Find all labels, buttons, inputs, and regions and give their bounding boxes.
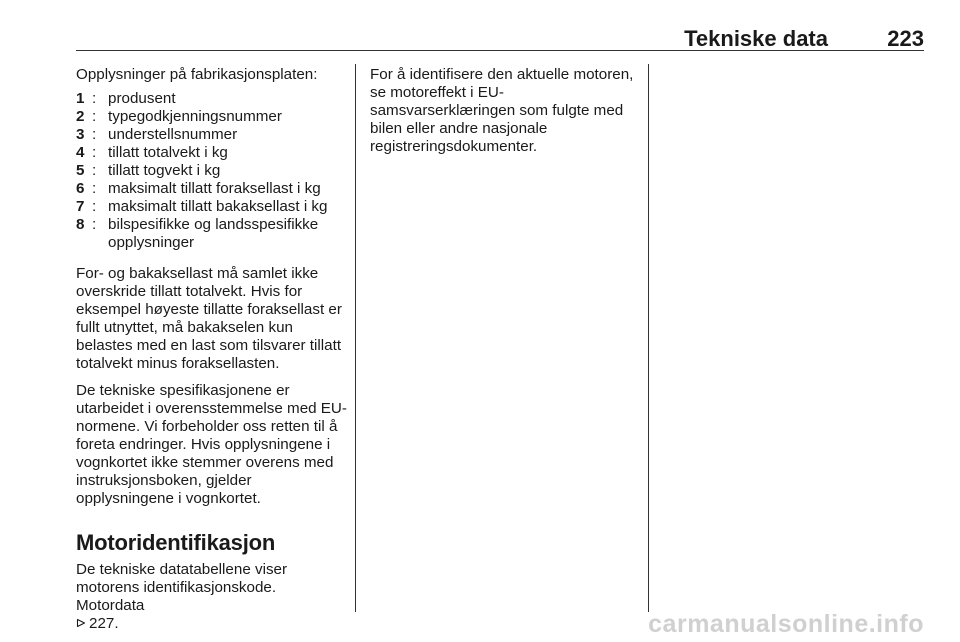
left-column [76, 66, 348, 633]
specifications-paragraph: De tekniske spesifikasjonene er utarbeidet i overensstemmelse med EU-normene. Vi forbeholder oss retten til å foreta endringer. Hvis opplysningene i vognkortet ikke stemmer overens med instruksjonsboken, gjelder opplysningene i vognkortet. [76, 382, 347, 507]
legend-item [76, 126, 348, 144]
legend-text: bilspesifikke og landsspesifikke opplysninger [108, 216, 319, 251]
legend-text: typegodkjenningsnummer [108, 108, 282, 125]
legend-separator: : [92, 108, 97, 125]
column-divider-left [355, 64, 356, 612]
legend-separator: : [92, 198, 97, 215]
legend-item [76, 108, 348, 126]
column-divider-right [648, 64, 649, 612]
header-divider [76, 50, 924, 51]
legend-number: 7 [76, 198, 85, 215]
middle-column [370, 66, 642, 156]
legend-item [76, 162, 348, 180]
legend-separator: : [92, 216, 97, 233]
legend-text: understellsnummer [108, 126, 238, 143]
legend-separator: : [92, 144, 97, 161]
legend-separator: : [92, 90, 97, 107]
engine-identify-paragraph: For å identifisere den aktuelle motoren, se motoreffekt i EU-samsvarserklæringen som fulgte med bilen eller andre nasjonale registreringsdokumenter. [370, 66, 634, 155]
legend-number: 2 [76, 108, 85, 125]
page-section-title: Tekniske data [684, 26, 828, 51]
legend-number: 8 [76, 216, 85, 233]
legend-number: 3 [76, 126, 85, 143]
legend-text: tillatt totalvekt i kg [108, 144, 228, 161]
legend-text: produsent [108, 90, 176, 107]
legend-intro: Opplysninger på fabrikasjonsplaten: [76, 66, 318, 83]
legend-separator: : [92, 162, 97, 179]
legend-text: maksimalt tillatt foraksellast i kg [108, 180, 321, 197]
page-number: 223 [887, 26, 924, 51]
legend-number: 4 [76, 144, 85, 161]
legend-number: 1 [76, 90, 85, 107]
legend-number: 6 [76, 180, 85, 197]
legend-separator: : [92, 180, 97, 197]
legend-item [76, 144, 348, 162]
arrow-reference-icon [76, 618, 86, 628]
legend-item [76, 216, 348, 252]
engine-id-text: De tekniske datatabellene viser motorens identifikasjonskode. Motordata [76, 561, 288, 614]
plate-legend-list [76, 90, 348, 252]
page-reference-link[interactable] [76, 615, 119, 632]
page-reference-number: 227. [89, 615, 119, 632]
axle-load-paragraph: For- og bakaksellast må samlet ikke overskride tillatt totalvekt. Hvis for eksempel høyeste tillatte foraksellast er fullt utnyttet, må bakakselen kun belastes med en last som tilsvarer tillatt totalvekt minus foraksellasten. [76, 265, 342, 372]
watermark: carmanualsonline.info [648, 610, 924, 638]
legend-item [76, 90, 348, 108]
legend-number: 5 [76, 162, 85, 179]
legend-text: maksimalt tillatt bakaksellast i kg [108, 198, 328, 215]
legend-separator: : [92, 126, 97, 143]
legend-text: tillatt togvekt i kg [108, 162, 221, 179]
engine-id-paragraph [76, 561, 348, 633]
legend-item [76, 198, 348, 216]
legend-item [76, 180, 348, 198]
section-heading: Motoridentifikasjon [76, 530, 276, 555]
